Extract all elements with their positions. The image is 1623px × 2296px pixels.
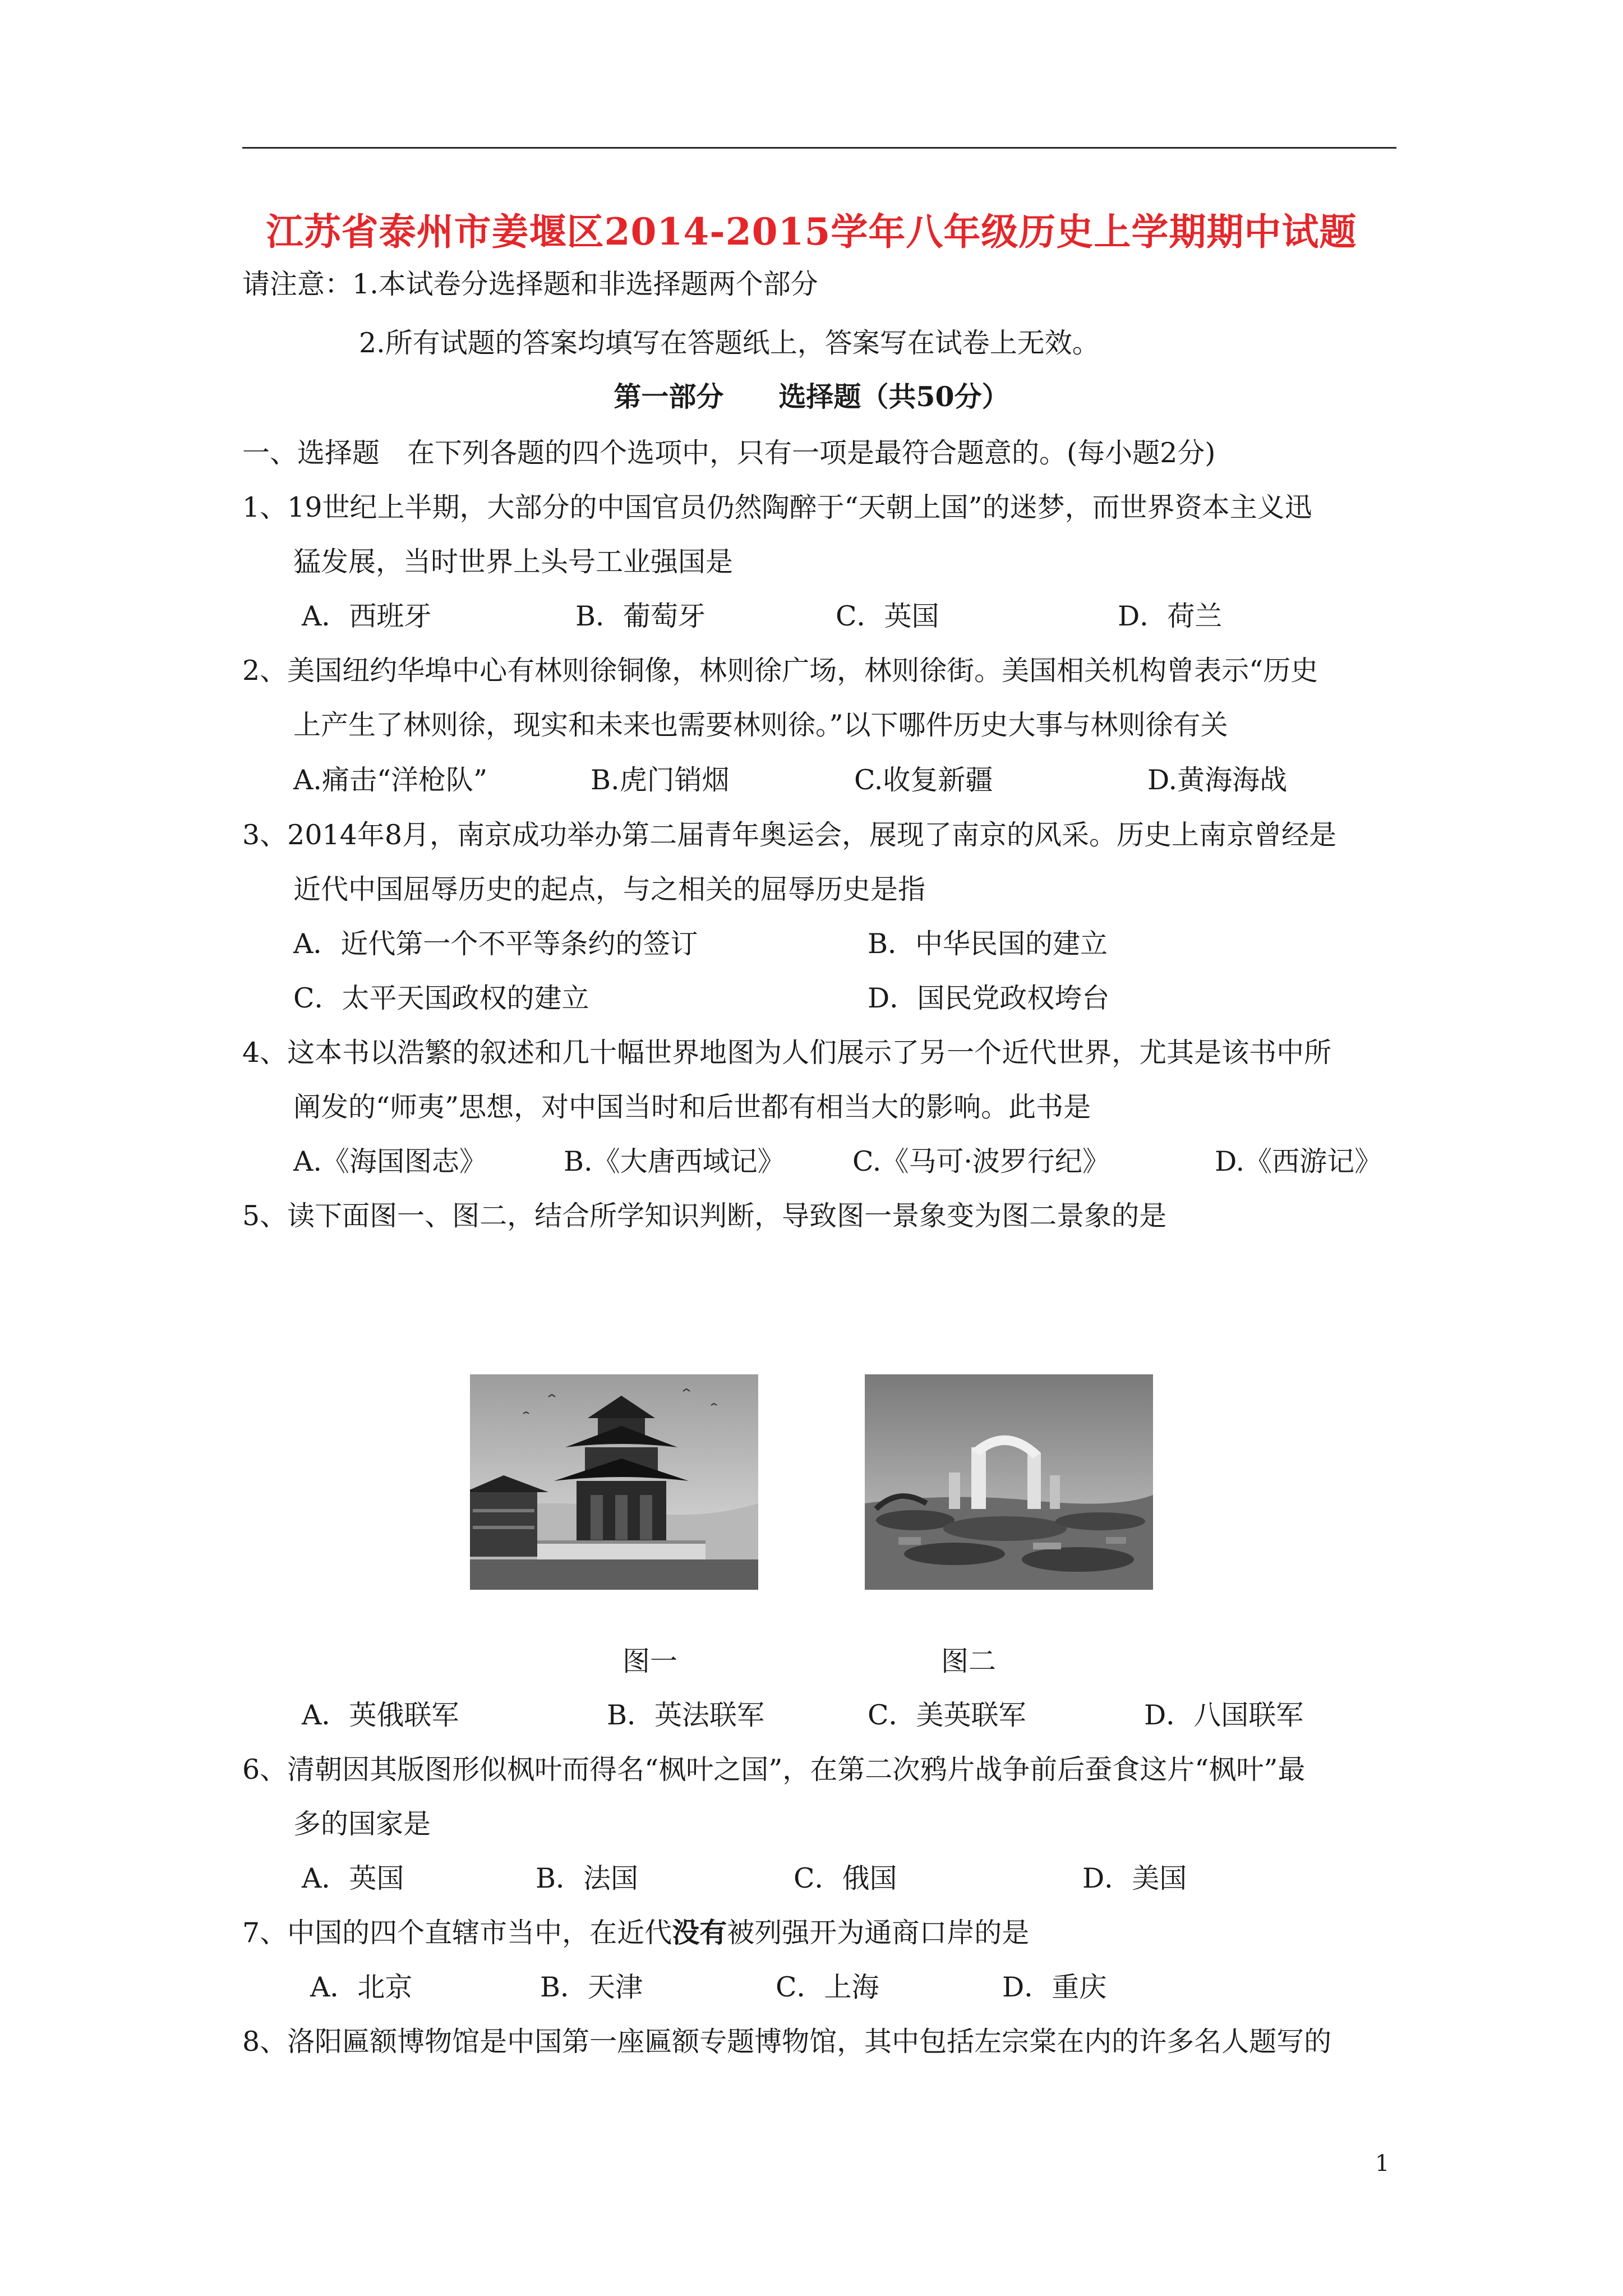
exam-title: 江苏省泰州市姜堰区2014-2015学年八年级历史上学期期中试题 <box>266 210 1357 254</box>
question-6-line-2: 多的国家是 <box>293 1808 431 1840</box>
question-4-line-2: 阐发的“师夷”思想，对中国当时和后世都有相当大的影响。此书是 <box>293 1091 1091 1123</box>
question-2-line-1: 2、美国纽约华埠中心有林则徐铜像，林则徐广场，林则徐街。美国相关机构曾表示“历史 <box>242 655 1318 687</box>
question-4-option-a: A.《海国图志》 <box>293 1145 487 1177</box>
question-4-option-d: D.《西游记》 <box>1215 1145 1382 1177</box>
question-7-emphasis: 没有 <box>672 1916 727 1949</box>
part-heading: 第一部分 选择题（共50分） <box>614 380 1009 413</box>
question-8-line-1: 8、洛阳匾额博物馆是中国第一座匾额专题博物馆，其中包括左宗棠在内的许多名人题写的 <box>242 2026 1332 2058</box>
question-5-option-c: C．美英联军 <box>868 1699 1026 1731</box>
notes-item-2: 2.所有试题的答案均填写在答题纸上，答案写在试卷上无效。 <box>359 327 1100 359</box>
question-1-option-a: A．西班牙 <box>302 600 432 632</box>
question-1-line-1: 1、19世纪上半期，大部分的中国官员仍然陶醉于“天朝上国”的迷梦，而世界资本主义迅 <box>242 491 1312 523</box>
question-4-option-b: B.《大唐西域记》 <box>564 1145 785 1177</box>
question-5-option-d: D．八国联军 <box>1144 1699 1304 1731</box>
header-rule <box>242 147 1396 149</box>
figure-2-drawing <box>865 1374 1153 1590</box>
question-5-line-1: 5、读下面图一、图二，结合所学知识判断，导致图一景象变为图二景象的是 <box>242 1200 1167 1232</box>
question-7-text-post: 被列强开为通商口岸的是 <box>727 1917 1030 1949</box>
question-5-option-a: A．英俄联军 <box>302 1699 459 1731</box>
question-3-line-2: 近代中国屈辱历史的起点，与之相关的屈辱历史是指 <box>293 873 926 905</box>
question-2-line-2: 上产生了林则徐，现实和未来也需要林则徐。”以下哪件历史大事与林则徐有关 <box>293 709 1228 741</box>
question-3-option-a: A．近代第一个不平等条约的签订 <box>293 928 698 960</box>
question-7-option-a: A．北京 <box>310 1971 413 2003</box>
question-6-option-a: A．英国 <box>302 1862 404 1894</box>
question-2-option-d: D.黄海海战 <box>1147 764 1288 796</box>
question-6-option-d: D．美国 <box>1082 1862 1187 1894</box>
question-2-option-b: B.虎门销烟 <box>591 764 730 796</box>
figure-1-drawing <box>470 1374 758 1590</box>
section-intro: 一、选择题 在下列各题的四个选项中，只有一项是最符合题意的。(每小题2分) <box>242 437 1216 469</box>
notes-line-1 <box>242 270 818 298</box>
question-2-option-c: C.收复新疆 <box>854 764 993 796</box>
question-1-option-b: B．葡萄牙 <box>575 600 706 632</box>
question-3-option-c: C．太平天国政权的建立 <box>293 982 589 1014</box>
notes-label: 请注意： <box>242 268 353 300</box>
question-7-option-d: D．重庆 <box>1002 1971 1107 2003</box>
question-7-line-1 <box>242 1916 1030 1949</box>
question-3-option-b: B．中华民国的建立 <box>868 928 1108 960</box>
figure-2-ruins-photo <box>865 1374 1153 1590</box>
question-6-option-b: B．法国 <box>536 1862 639 1894</box>
question-4-line-1: 4、这本书以浩繁的叙述和几十幅世界地图为人们展示了另一个近代世界，尤其是该书中所 <box>242 1037 1332 1069</box>
figure-1-pavilion-photo <box>470 1374 758 1590</box>
figure-2-caption: 图二 <box>941 1645 997 1677</box>
figure-1-caption: 图一 <box>623 1645 678 1677</box>
question-6-line-1: 6、清朝因其版图形似枫叶而得名“枫叶之国”，在第二次鸦片战争前后蚕食这片“枫叶”最 <box>242 1754 1306 1786</box>
question-7-text-pre: 7、中国的四个直辖市当中，在近代 <box>242 1917 672 1949</box>
question-3-line-1: 3、2014年8月，南京成功举办第二届青年奥运会，展现了南京的风采。历史上南京曾经是 <box>242 819 1337 851</box>
notes-item-1: 1.本试卷分选择题和非选择题两个部分 <box>352 268 818 300</box>
question-1-line-2: 猛发展，当时世界上头号工业强国是 <box>293 546 734 578</box>
question-2-option-a: A.痛击“洋枪队” <box>293 764 488 796</box>
question-1-option-c: C．英国 <box>836 600 939 632</box>
question-7-option-c: C．上海 <box>776 1971 879 2003</box>
question-6-option-c: C．俄国 <box>794 1862 897 1894</box>
question-4-option-c: C.《马可·波罗行纪》 <box>852 1145 1110 1177</box>
question-5-option-b: B．英法联军 <box>607 1699 765 1731</box>
question-1-option-d: D．荷兰 <box>1118 600 1223 632</box>
question-7-option-b: B．天津 <box>540 1971 643 2003</box>
page-number: 1 <box>1375 2151 1390 2177</box>
question-3-option-d: D．国民党政权垮台 <box>868 982 1110 1014</box>
